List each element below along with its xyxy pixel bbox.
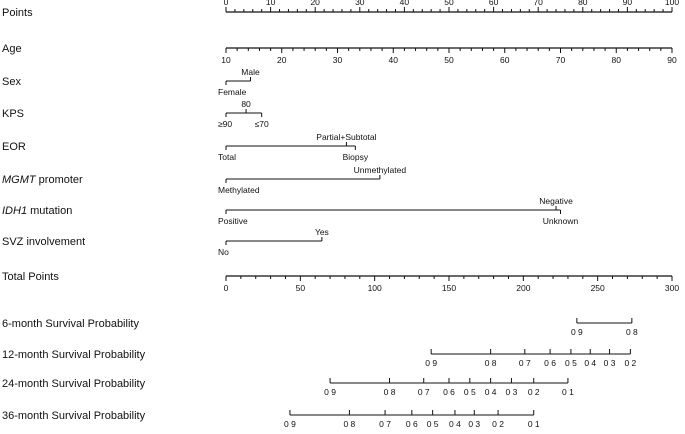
12-month-survival-probability-tick-label: 0 2	[624, 358, 637, 368]
12-month-survival-probability-tick-label: 0 6	[544, 358, 557, 368]
age-scale-tick-label: 40	[388, 55, 398, 65]
idh1-mutation-level-label: Positive	[218, 216, 248, 226]
24-month-survival-probability-row-label: 24-month Survival Probability	[2, 378, 146, 390]
24-month-survival-probability-tick-label: 0 9	[324, 387, 336, 397]
age-scale-tick-label: 20	[277, 55, 287, 65]
total-points-scale-tick-label: 250	[590, 283, 605, 293]
idh1-mutation-level-label: Negative	[539, 196, 573, 206]
total-points-scale-tick-label: 150	[441, 283, 457, 293]
24-month-survival-probability-tick-label: 0 3	[505, 387, 518, 397]
36-month-survival-probability-tick-label: 0 6	[405, 419, 418, 429]
12-month-survival-probability-tick-label: 0 4	[584, 358, 597, 368]
36-month-survival-probability-tick-label: 0 1	[527, 419, 540, 429]
kps-level-label: ≤70	[254, 119, 269, 129]
6-month-survival-probability-tick-label: 0 8	[625, 327, 638, 337]
points-scale-tick-label: 100	[664, 0, 680, 7]
24-month-survival-probability-tick-label: 0 2	[527, 387, 540, 397]
total-points-scale-tick-label: 50	[295, 283, 306, 293]
age-scale-tick-label: 80	[611, 55, 621, 65]
svz-involvement-level-label: Yes	[314, 227, 329, 237]
sex-level-label: Male	[241, 67, 260, 77]
36-month-survival-probability-row-label: 36-month Survival Probability	[2, 410, 146, 422]
points-scale-tick-label: 70	[533, 0, 543, 7]
24-month-survival-probability-tick-label: 0 6	[443, 387, 455, 397]
12-month-survival-probability-tick-label: 0 9	[425, 358, 438, 368]
mgmt-promoter-level-label: Unmethylated	[353, 165, 407, 175]
24-month-survival-probability-tick-label: 0 5	[463, 387, 476, 397]
36-month-survival-probability-tick-label: 0 7	[379, 419, 391, 429]
age-scale-tick-label: 50	[444, 55, 454, 65]
points-row-label: Points	[2, 7, 33, 19]
age-scale-tick-label: 10	[221, 55, 231, 65]
points-scale-tick-label: 0	[223, 0, 229, 7]
age-scale-tick-label: 70	[555, 55, 566, 65]
eor-level-label: Partial+Subtotal	[316, 132, 377, 142]
mgmt-promoter-level-label: Methylated	[218, 185, 260, 195]
36-month-survival-probability-tick-label: 0 8	[343, 419, 356, 429]
12-month-survival-probability-tick-label: 0 8	[484, 358, 497, 368]
points-scale-tick-label: 20	[310, 0, 320, 7]
points-scale-tick-label: 10	[265, 0, 276, 7]
eor-level-label: Biopsy	[342, 152, 369, 162]
24-month-survival-probability-tick-label: 0 1	[562, 387, 574, 397]
12-month-survival-probability-tick-label: 0 7	[518, 358, 531, 368]
total-points-scale-tick-label: 100	[367, 283, 382, 293]
6-month-survival-probability-tick-label: 0 9	[570, 327, 583, 337]
36-month-survival-probability-tick-label: 0 4	[449, 419, 461, 429]
age-scale-tick-label: 30	[332, 55, 343, 65]
points-scale-tick-label: 90	[622, 0, 633, 7]
eor-row-label: EOR	[2, 141, 26, 153]
points-scale-tick-label: 50	[444, 0, 454, 7]
points-scale-tick-label: 60	[488, 0, 499, 7]
total-points-scale-tick-label: 0	[223, 283, 229, 293]
eor-level-label: Total	[218, 152, 236, 162]
points-scale-tick-label: 80	[578, 0, 588, 7]
kps-level-label: ≥90	[218, 119, 233, 129]
total-points-row-label: Total Points	[2, 271, 59, 283]
svz-involvement-row-label: SVZ involvement	[2, 236, 86, 248]
36-month-survival-probability-tick-label: 0 3	[468, 419, 481, 429]
points-scale-tick-label: 30	[355, 0, 365, 7]
24-month-survival-probability-tick-label: 0 7	[417, 387, 430, 397]
36-month-survival-probability-tick-label: 0 9	[284, 419, 296, 429]
idh1-mutation-row-label: IDH1 mutation	[2, 205, 73, 217]
age-scale-tick-label: 90	[667, 55, 677, 65]
mgmt-promoter-row-label: MGMT promoter	[2, 174, 83, 186]
6-month-survival-probability-row-label: 6-month Survival Probability	[2, 318, 139, 330]
points-scale-tick-label: 40	[399, 0, 410, 7]
svz-involvement-level-label: No	[218, 247, 229, 257]
24-month-survival-probability-tick-label: 0 8	[383, 387, 396, 397]
12-month-survival-probability-tick-label: 0 3	[603, 358, 616, 368]
kps-row-label: KPS	[2, 108, 25, 120]
sex-level-label: Female	[218, 87, 247, 97]
sex-row-label: Sex	[2, 76, 21, 88]
36-month-survival-probability-tick-label: 0 2	[492, 419, 504, 429]
idh1-mutation-level-label: Unknown	[542, 216, 579, 226]
age-scale-tick-label: 60	[500, 55, 510, 65]
kps-level-label: 80	[241, 99, 251, 109]
12-month-survival-probability-tick-label: 0 5	[564, 358, 577, 368]
36-month-survival-probability-tick-label: 0 5	[426, 419, 439, 429]
age-row-label: Age	[2, 43, 22, 55]
total-points-scale-tick-label: 300	[664, 283, 680, 293]
12-month-survival-probability-row-label: 12-month Survival Probability	[2, 349, 146, 361]
24-month-survival-probability-tick-label: 0 4	[484, 387, 497, 397]
total-points-scale-tick-label: 200	[516, 283, 531, 293]
